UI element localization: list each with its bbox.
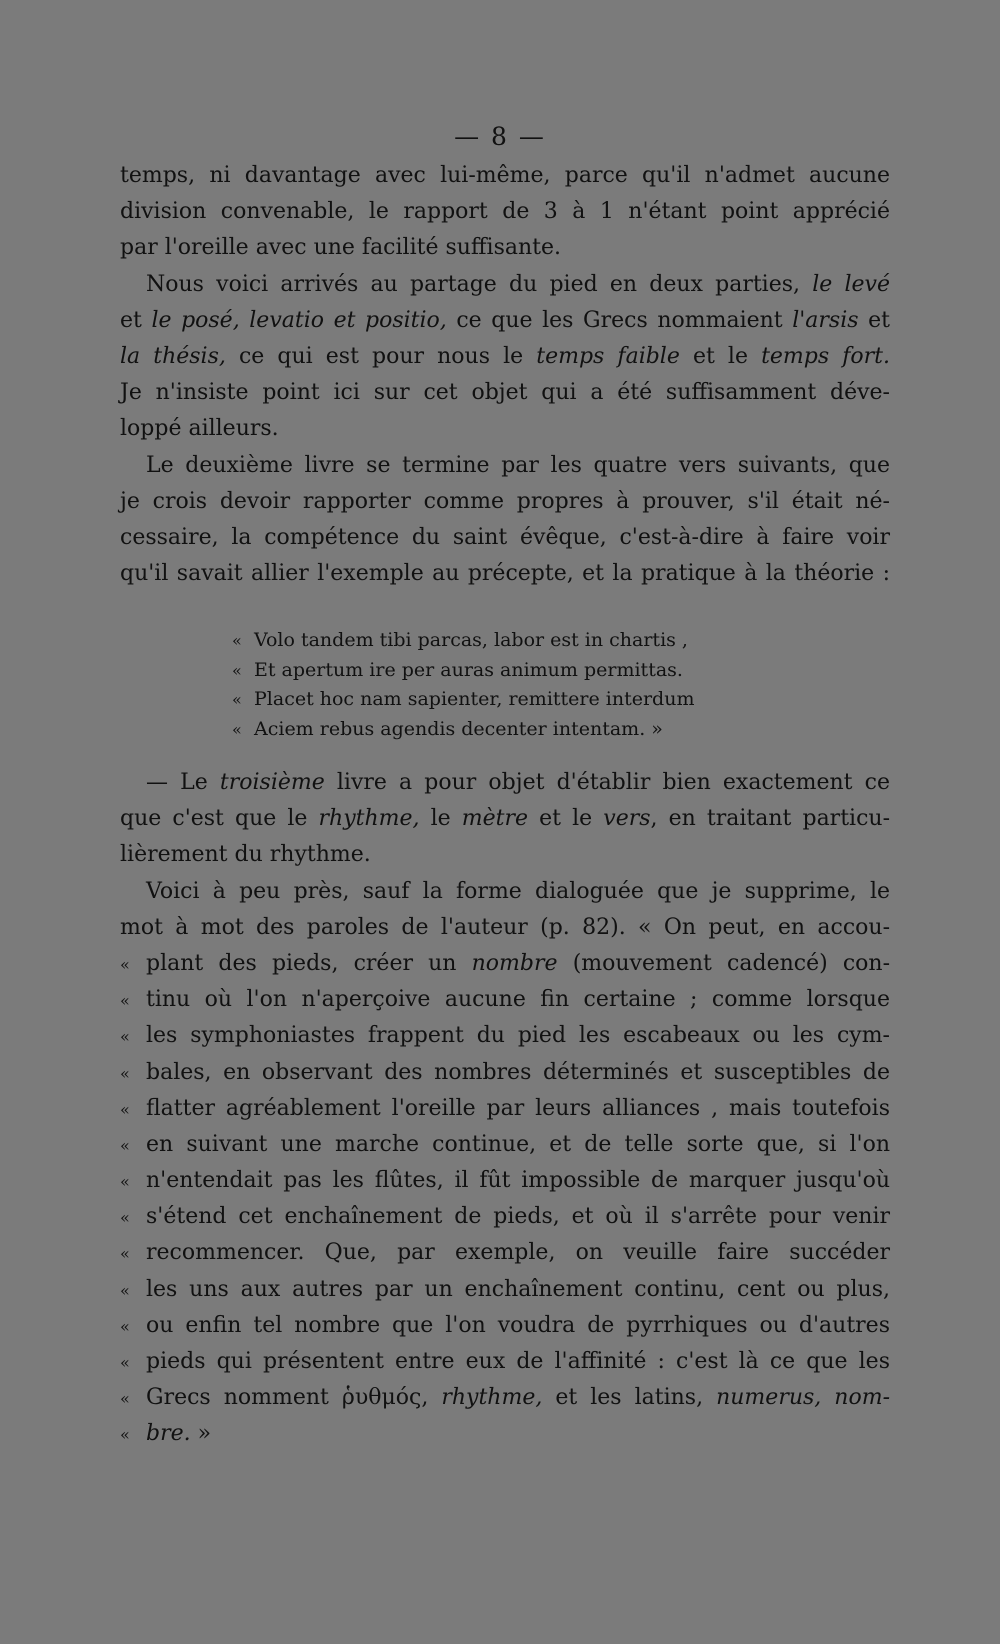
quote-mark: « xyxy=(120,1172,130,1192)
quote-mark: « xyxy=(232,690,242,709)
verse-line xyxy=(232,656,792,686)
text-line xyxy=(120,1272,890,1308)
verse-text: Volo tandem tibi parcas, labor est in chartis , xyxy=(254,629,688,651)
quote-mark: « xyxy=(120,954,130,974)
paragraph-block-2 xyxy=(120,765,890,1453)
text-run: et xyxy=(858,307,890,333)
text-run: et xyxy=(120,307,152,333)
quote-mark: « xyxy=(120,1280,130,1300)
text-line xyxy=(120,1018,890,1054)
text-run: ce que les Grecs nommaient xyxy=(446,307,793,333)
italic-term: rhythme, xyxy=(441,1385,543,1411)
quote-mark: « xyxy=(120,1389,130,1409)
line-text: qu'il savait allier l'exemple au précepte, et la pratique à la théorie : xyxy=(120,561,890,587)
text-run: livre a pour objet d'établir bien exactement ce xyxy=(324,770,890,795)
line-text: temps, ni davantage avec lui-même, parce qu'il n'admet aucune xyxy=(120,163,890,188)
latin-verse-quote xyxy=(232,626,792,744)
text-run: Nous voici arrivés au partage du pied en deux parties, xyxy=(146,271,813,297)
quote-mark: « xyxy=(120,1063,130,1083)
text-run: ce qui est pour nous le xyxy=(225,343,537,369)
quote-mark: « xyxy=(120,1425,130,1445)
line-text xyxy=(120,344,890,369)
line-text xyxy=(120,806,890,831)
quote-mark: « xyxy=(120,1027,130,1047)
text-run: et le xyxy=(528,806,604,832)
line-text: en suivant une marche continue, et de telle sorte que, si l'on xyxy=(146,1131,890,1157)
line-text: par l'oreille avec une facilité suffisante. xyxy=(120,235,562,261)
text-line xyxy=(120,1308,890,1344)
text-line xyxy=(120,1127,890,1163)
italic-term: le levé xyxy=(812,271,890,297)
text-line xyxy=(120,230,890,266)
line-text xyxy=(146,946,890,982)
italic-term: le posé, levatio et positio, xyxy=(151,307,447,333)
line-text xyxy=(146,770,890,795)
line-text: les symphoniastes frappent du pied les escabeaux ou les cym- xyxy=(146,1023,890,1049)
text-line xyxy=(120,801,890,837)
text-line xyxy=(120,339,890,375)
text-run: Grecs nomment ῥυθμός, xyxy=(146,1385,442,1411)
line-text xyxy=(146,272,890,297)
quote-mark: « xyxy=(120,1099,130,1119)
italic-term: nombre xyxy=(471,950,558,976)
text-line xyxy=(120,158,890,194)
line-text: flatter agréablement l'oreille par leurs alliances , mais toutefois xyxy=(146,1095,890,1121)
text-line xyxy=(120,946,890,982)
text-line xyxy=(120,1344,890,1380)
text-line xyxy=(120,874,890,910)
line-text xyxy=(120,308,890,333)
line-text: n'entendait pas les flûtes, il fût impossible de marquer jusqu'où xyxy=(146,1168,890,1194)
text-line xyxy=(120,1055,890,1091)
page-number: — 8 — xyxy=(454,122,546,151)
line-text: Le deuxième livre se termine par les quatre vers suivants, que xyxy=(146,452,890,478)
line-text xyxy=(146,1380,890,1416)
italic-term: rhythme, xyxy=(318,806,420,832)
text-run: et les latins, xyxy=(542,1385,717,1411)
quote-mark: « xyxy=(120,1208,130,1228)
text-line xyxy=(120,910,890,946)
italic-term: l'arsis xyxy=(792,307,859,333)
quote-mark: « xyxy=(120,1244,130,1264)
quote-mark: « xyxy=(232,719,242,739)
verse-line xyxy=(232,685,792,715)
line-text: mot à mot des paroles de l'auteur (p. 82). « On peut, en accou- xyxy=(120,914,890,940)
text-line xyxy=(120,1199,890,1235)
line-text: division convenable, le rapport de 3 à 1 n'étant point apprécié xyxy=(120,199,890,225)
quote-mark: « xyxy=(232,631,242,650)
italic-term: troisième xyxy=(219,770,325,795)
quote-mark: « xyxy=(120,1316,130,1336)
text-run: et le xyxy=(679,343,762,369)
italic-term: bre. xyxy=(146,1421,191,1447)
line-text xyxy=(146,1416,890,1452)
italic-term: vers xyxy=(603,806,651,832)
italic-term: temps faible xyxy=(536,343,680,369)
text-line xyxy=(120,982,890,1018)
text-line xyxy=(120,765,890,801)
text-run: plant des pieds, créer un xyxy=(146,950,472,976)
text-run: , en traitant particu- xyxy=(650,806,891,832)
verse-text: Placet hoc nam sapienter, remittere interdum xyxy=(254,688,695,710)
quote-mark: « xyxy=(232,660,242,680)
line-text: pieds qui présentent entre eux de l'affinité : c'est là ce que les xyxy=(146,1349,890,1374)
line-text: les uns aux autres par un enchaînement continu, cent ou plus, xyxy=(146,1276,890,1302)
text-line xyxy=(120,1416,890,1452)
text-line xyxy=(120,448,890,484)
text-run: que c'est que le xyxy=(120,806,319,832)
italic-term: mètre xyxy=(461,806,529,832)
line-text: s'étend cet enchaînement de pieds, et où il s'arrête pour venir xyxy=(146,1204,890,1230)
quote-mark: « xyxy=(120,1353,130,1372)
text-line xyxy=(120,1163,890,1199)
text-line xyxy=(120,1091,890,1127)
italic-term: numerus, nom- xyxy=(716,1385,891,1411)
line-text: je crois devoir rapporter comme propres à prouver, s'il était né- xyxy=(120,488,890,514)
text-line xyxy=(120,411,890,447)
italic-term: temps fort. xyxy=(761,343,890,369)
text-line xyxy=(120,484,890,520)
text-line xyxy=(120,375,890,411)
line-text: Je n'insiste point ici sur cet objet qui a été suffisamment déve- xyxy=(120,380,890,406)
line-text: bales, en observant des nombres déterminés et susceptibles de xyxy=(146,1059,890,1085)
text-line xyxy=(120,837,890,873)
text-line xyxy=(120,556,890,592)
verse-line xyxy=(232,715,792,745)
text-run: » xyxy=(190,1421,212,1447)
text-line xyxy=(120,1380,890,1416)
text-run: le xyxy=(419,806,462,832)
paragraph-block-1 xyxy=(120,158,890,592)
line-text: cessaire, la compétence du saint évêque, c'est-à-dire à faire voir xyxy=(120,524,890,550)
line-text: recommencer. Que, par exemple, on veuille faire succéder xyxy=(146,1240,890,1266)
line-text: loppé ailleurs. xyxy=(120,416,279,442)
text-line xyxy=(120,520,890,556)
verse-line xyxy=(232,626,792,656)
line-text: Voici à peu près, sauf la forme dialoguée que je supprime, le xyxy=(146,878,890,904)
verse-text: Aciem rebus agendis decenter intentam. » xyxy=(254,717,663,740)
line-text: ou enfin tel nombre que l'on voudra de pyrrhiques ou d'autres xyxy=(146,1312,890,1338)
quote-mark: « xyxy=(120,991,130,1011)
italic-term: la thésis, xyxy=(120,343,226,369)
text-run: (mouvement cadencé) con- xyxy=(557,950,890,976)
text-line xyxy=(120,267,890,303)
verse-text: Et apertum ire per auras animum permittas. xyxy=(254,658,683,681)
quote-mark: « xyxy=(120,1135,130,1155)
text-line xyxy=(120,303,890,339)
line-text: lièrement du rhythme. xyxy=(120,842,371,868)
line-text: tinu où l'on n'aperçoive aucune fin certaine ; comme lorsque xyxy=(146,987,890,1013)
text-line xyxy=(120,194,890,230)
text-run: — Le xyxy=(146,770,220,795)
text-line xyxy=(120,1235,890,1271)
